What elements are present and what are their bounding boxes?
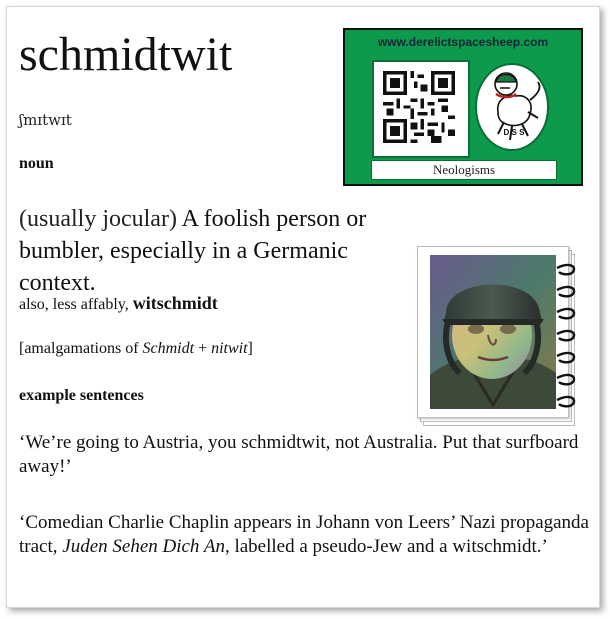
etymology <box>19 340 253 358</box>
notebook-page-front <box>417 246 569 418</box>
example-2-book-title: Juden Sehen Dich An <box>62 536 225 557</box>
headword: schmidtwit <box>19 28 233 81</box>
etymology-open: [amalgamations of <box>19 340 143 357</box>
definition-text: A foolish person or bumbler, especially in a Germanic context. <box>19 206 367 296</box>
man-in-helmet-photo <box>430 255 556 409</box>
notebook-photo-frame <box>417 246 581 426</box>
variant-form <box>19 293 399 314</box>
example-sentence-2 <box>19 511 589 559</box>
part-of-speech: noun <box>19 155 54 172</box>
etymology-plus: + <box>194 340 212 357</box>
qr-code-icon <box>372 60 470 158</box>
example-sentence-1: ‘We’re going to Austria, you schmidtwit, not Australia. Put that surfboard away!’ <box>19 432 579 477</box>
logo-caption: Neologisms <box>371 160 557 180</box>
example-2-text-end: , labelled a pseudo-Jew and a witschmidt.’ <box>224 536 548 557</box>
definition <box>19 203 419 299</box>
examples-heading: example sentences <box>19 387 144 404</box>
example-2-text-start: ‘Comedian Charlie Chaplin appears in Johann von Leers’ Nazi propaganda tract, <box>19 512 589 557</box>
logo-url[interactable]: www.derelictspacesheep.com <box>377 35 549 49</box>
pronunciation: ʃmɪtwɪt <box>19 111 72 129</box>
etymology-word-2: nitwit <box>211 340 248 357</box>
etymology-close: ] <box>247 340 253 357</box>
variant-prefix: also, less affably, <box>19 296 133 313</box>
space-sheep-icon <box>472 60 552 154</box>
site-logo[interactable] <box>343 28 583 186</box>
logo-badge-letters: D S S <box>503 128 525 137</box>
definition-qualifier: (usually jocular) <box>19 206 177 232</box>
spiral-binding-icon <box>555 260 579 420</box>
variant-term: witschmidt <box>132 293 218 313</box>
dictionary-card <box>6 6 600 608</box>
etymology-word-1: Schmidt <box>142 340 195 357</box>
